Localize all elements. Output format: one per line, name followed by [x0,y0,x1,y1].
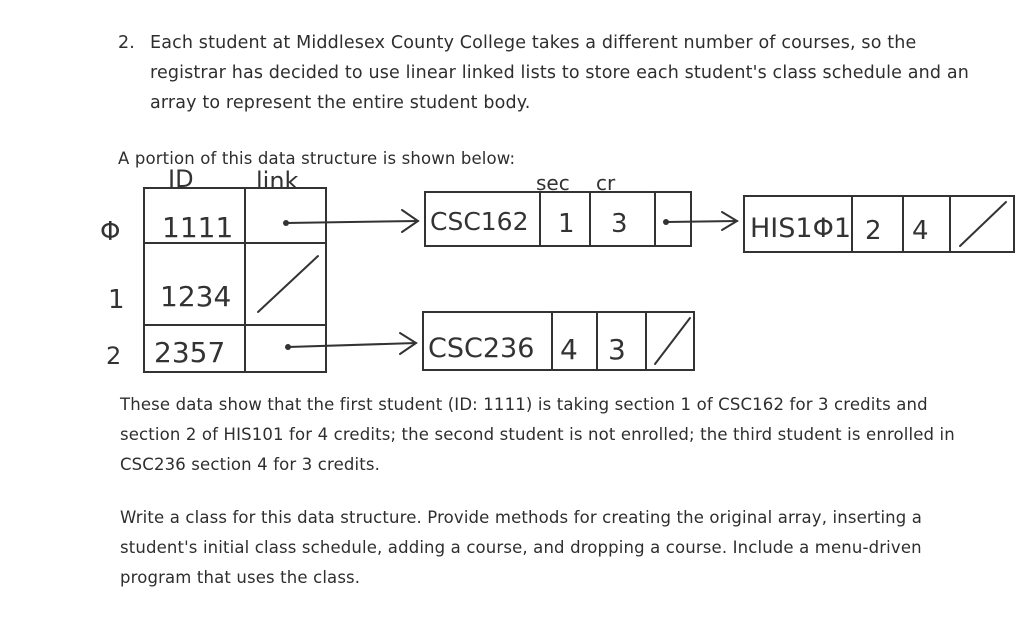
null-next-slash [960,202,1006,246]
student-id: 2357 [154,336,226,369]
header-id: ID [168,165,194,193]
pointer-arrow [286,221,418,223]
pointer-dot [283,220,289,226]
pointer-dot [285,344,291,350]
header-sec: sec [536,171,570,195]
node-section: 1 [558,209,575,239]
problem-number: 2. [118,33,135,53]
node-section: 4 [560,333,578,366]
node-credits: 3 [608,333,626,366]
diagram-intro: A portion of this data structure is shown below: [118,149,516,168]
problem-text: Each student at Middlesex County College takes a different number of courses, so the registrar has decided to use linear linked lists to store each student's class schedule and an array to represent the entire student body. [150,33,969,113]
node-credits: 4 [912,216,929,246]
array-index: Φ [100,217,121,247]
pointer-arrow [288,343,416,347]
array-index: 2 [106,342,122,370]
pointer-dot [663,219,669,225]
null-link-slash [258,256,318,312]
null-next-slash [655,318,690,364]
node-section: 2 [865,216,882,246]
node-credits: 3 [611,209,628,239]
diagram-explanation: These data show that the first student (ID: 1111) is taking section 1 of CSC162 for 3 credits and section 2 of HIS101 for 4 credits; the second student is not enrolled; the third student is enrolled in CSC236 section 4 for 3 credits. [120,395,955,474]
header-cr: cr [596,171,616,195]
node-course: CSC236 [428,333,535,364]
pointer-arrow [666,221,737,222]
header-link: link [256,167,299,195]
task-instructions: Write a class for this data structure. Provide methods for creating the original array, inserting a student's initial class schedule, adding a course, and dropping a course. Include a menu-driven program that uses the class. [120,508,923,587]
student-id: 1234 [160,280,232,313]
student-id: 1111 [162,211,234,244]
node-course: CSC162 [430,207,529,236]
node-course: HIS1Φ1 [750,213,852,244]
array-index: 1 [108,285,125,315]
